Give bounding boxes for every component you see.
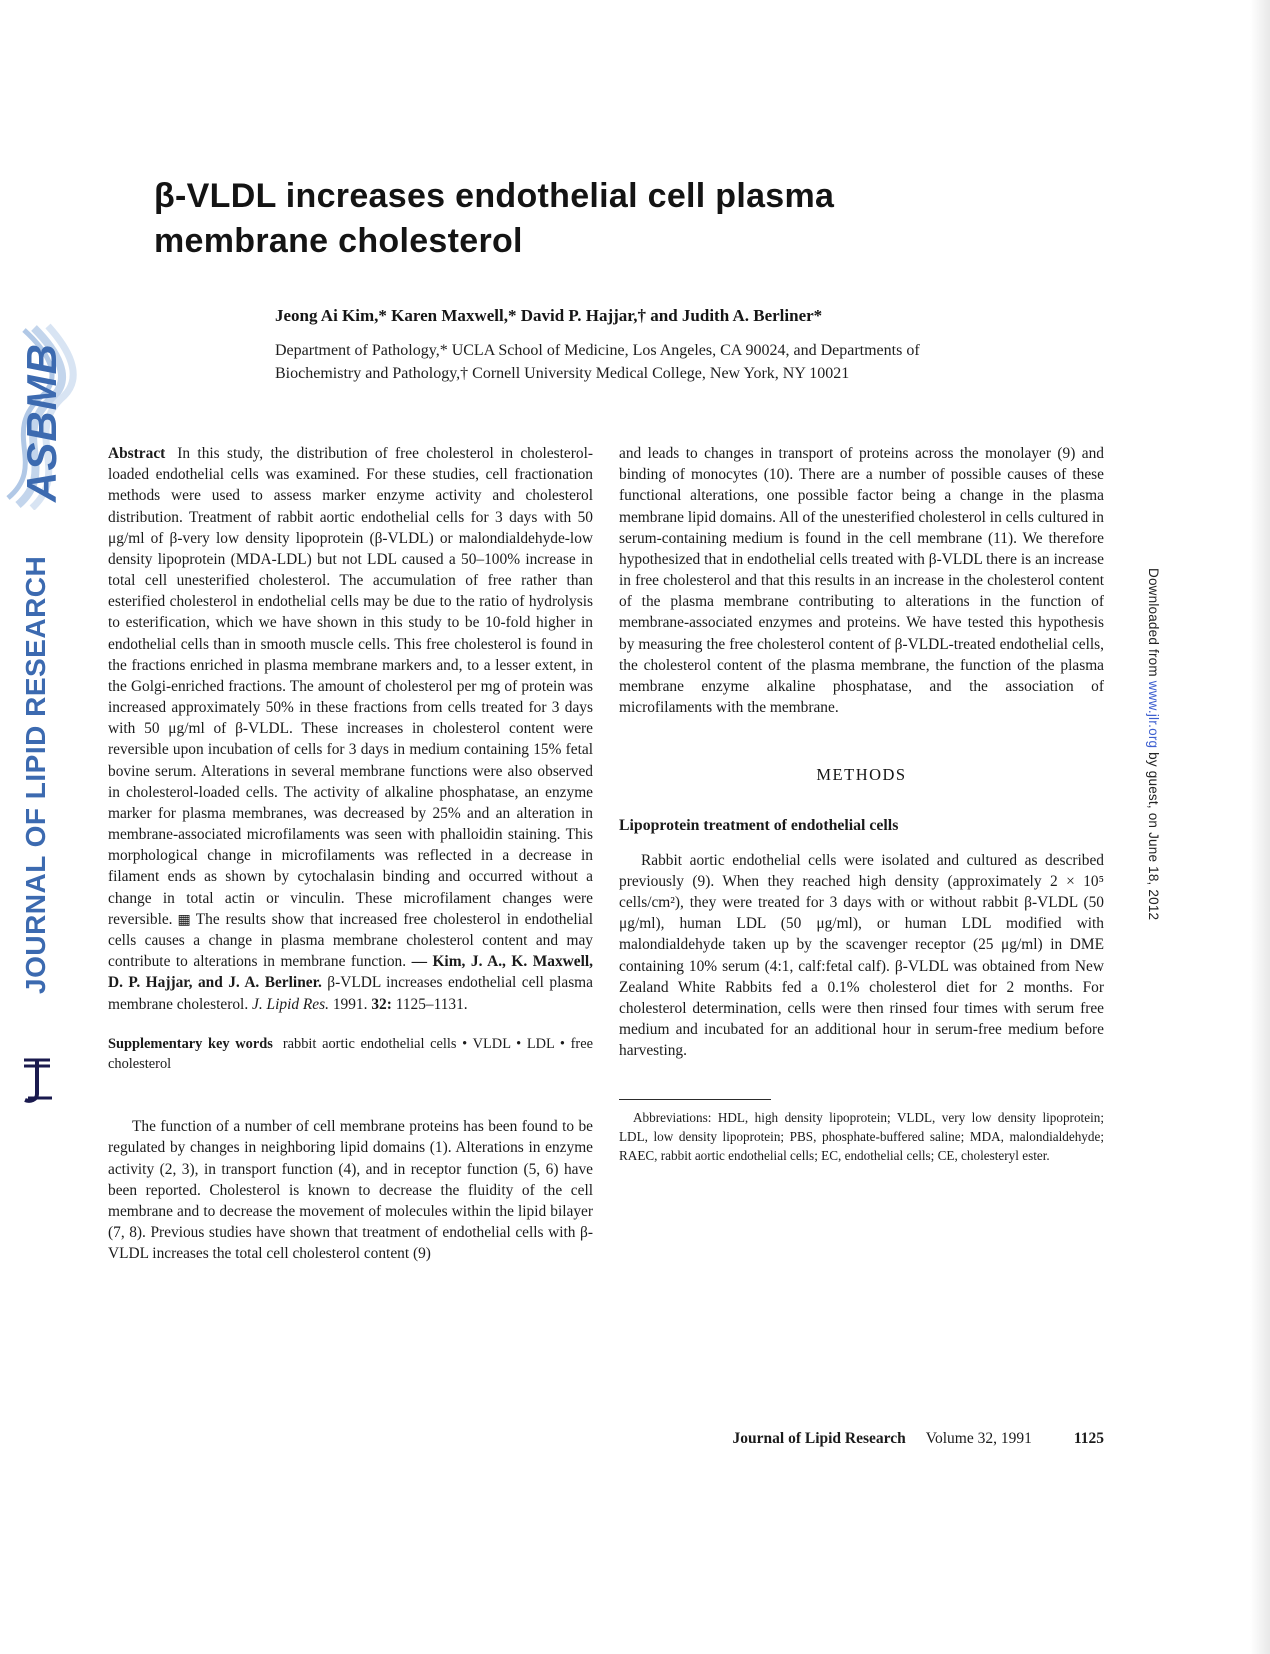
asbmb-logo bbox=[4, 320, 92, 510]
abstract-paragraph bbox=[108, 443, 593, 1015]
methods-heading: METHODS bbox=[816, 765, 907, 785]
abstract-citation-pages: 1125–1131. bbox=[391, 995, 468, 1013]
jlr-emblem-logo bbox=[16, 1054, 60, 1106]
abstract-citation-volume: 32: bbox=[371, 995, 392, 1013]
abstract-label: Abstract bbox=[108, 445, 166, 462]
left-column bbox=[108, 443, 593, 1265]
watermark-prefix: Downloaded from bbox=[1146, 568, 1161, 681]
abstract-citation-authors: — Kim, J. A., K. Maxwell, D. P. Hajjar, and J. A. Berliner. bbox=[108, 953, 593, 992]
abbreviations-footnote: Abbreviations: HDL, high density lipoprotein; VLDL, very low density lipoprotein; LDL, low density lipoprotein; PBS, phosphate-buffered saline; MDA, malondialdehyde; RAEC, rabbit aortic endothelial cells; EC, endothelial cells; CE, cholesteryl ester. bbox=[619, 1110, 1104, 1163]
footnote-separator bbox=[619, 1099, 771, 1100]
watermark-suffix: by guest, on June 18, 2012 bbox=[1146, 748, 1161, 921]
scan-edge-shadow bbox=[1250, 0, 1270, 1654]
asbmb-logo-text: ASBMB bbox=[18, 343, 65, 502]
methods-paragraph: Rabbit aortic endothelial cells were isolated and cultured as described previously (9). When they reached high density (approximately 2 × 10⁵ cells/cm²), they were treated for 3 days with or without rabbit β-VLDL (50 μg/ml), human LDL (50 μg/ml), or human LDL modified with malondialdehyde taken up by the scavenger receptor (25 μg/ml) in DME containing 10% serum (4:1, calf:fetal calf). β-VLDL was obtained from New Zealand White Rabbits fed a 0.1% cholesterol diet for 2 months. For cholesterol determination, cells were then rinsed four times with serum free medium and incubated for an additional hour in serum-free medium before harvesting. bbox=[619, 851, 1104, 1060]
affiliation-block bbox=[275, 340, 1035, 385]
download-watermark bbox=[1146, 568, 1161, 920]
footer-journal-name: Journal of Lipid Research bbox=[732, 1430, 906, 1447]
body-paragraph-1: and leads to changes in transport of proteins across the monolayer (9) and binding of monocytes (10). There are a number of possible causes of these functional alterations, one possible factor being a change in the plasma membrane lipid domains. All of the unesterified cholesterol in cells cultured in serum-containing medium is found in the cell membrane (11). We therefore hypothesized that in endothelial cells treated with β-VLDL there is an increase in free cholesterol and that this results in an increase in the cholesterol content of the plasma membrane contributing to alterations in the function of membrane-associated enzymes and proteins. We have tested this hypothesis by measuring the free cholesterol content of β-VLDL-treated endothelial cells, the cholesterol content of the plasma membrane, the function of the plasma membrane enzyme alkaline phosphatase, and the association of microfilaments with the membrane. bbox=[619, 445, 1104, 717]
jlr-mark-icon: ▦ bbox=[177, 912, 191, 928]
abstract-body: In this study, the distribution of free cholesterol in cholesterol-loaded endothelial cells was examined. For these studies, cell fractionation methods were used to assess marker enzyme activity and cholesterol distribution. Treatment of rabbit aortic endothelial cells for 3 days with 50 μg/ml of β-very low density lipoprotein (β-VLDL) or malondialdehyde-low density lipoprotein (MDA-LDL) but not LDL caused a 50–100% increase in total cell unesterified cholesterol. The accumulation of free rather than esterified cholesterol in endothelial cells may be due to the ratio of hydrolysis to esterification, which we have shown in this study to be 10-fold higher in endothelial cells than in smooth muscle cells. This free cholesterol is found in the fractions enriched in plasma membrane markers and, to a lesser extent, in the Golgi-enriched fractions. The amount of cholesterol per mg of protein was increased approximately 50% in these fractions from cells treated for 3 days with 50 μg/ml of β-VLDL. These increases in cholesterol content were reversible upon incubation of cells for 3 days in medium containing 15% fetal bovine serum. Alterations in several membrane functions were also observed in cholesterol-loaded cells. The activity of alkaline phosphatase, an enzyme marker for plasma membranes, was decreased by 25% and an alteration in membrane-associated microfilaments was seen with phalloidin staining. This morphological change in microfilaments was reflected in a decrease in filament ends as shown by cytochalasin binding and occurred without a change in total actin or vinculin. These microfilament changes were reversible. bbox=[108, 445, 593, 928]
article-body bbox=[108, 443, 1104, 1265]
page-footer bbox=[618, 1430, 1104, 1448]
journal-name-vertical: JOURNAL OF LIPID RESEARCH bbox=[20, 555, 51, 994]
affiliation-line-1: Department of Pathology,* UCLA School of Medicine, Los Angeles, CA 90024, and Departments of bbox=[275, 342, 920, 359]
abstract-citation-journal: J. Lipid Res. bbox=[252, 995, 329, 1013]
intro-paragraph: The function of a number of cell membrane proteins has been found to be regulated by changes in neighboring lipid domains (1). Alterations in enzyme activity (2, 3), in transport function (4), and in receptor function (5, 6) have been reported. Cholesterol is known to decrease the fluidity of the cell membrane and to decrease the movement of molecules within the lipid bilayer (7, 8). Previous studies have shown that treatment of endothelial cells with β-VLDL increases the total cell cholesterol content (9) bbox=[108, 1118, 593, 1263]
footer-volume: Volume 32, 1991 bbox=[925, 1430, 1032, 1447]
abstract-results: The results show that increased free cholesterol in endothelial cells causes a change in plasma membrane cholesterol content and may contribute to alterations in membrane function. bbox=[108, 910, 593, 971]
supplementary-keywords bbox=[108, 1035, 593, 1075]
author-line: Jeong Ai Kim,* Karen Maxwell,* David P. Hajjar,† and Judith A. Berliner* bbox=[275, 306, 823, 325]
right-column bbox=[619, 443, 1104, 1265]
abstract-citation-title: β-VLDL increases endothelial cell plasma membrane cholesterol. bbox=[108, 974, 593, 1013]
article-title: β-VLDL increases endothelial cell plasma membrane cholesterol bbox=[154, 177, 835, 260]
affiliation-line-2: Biochemistry and Pathology,† Cornell University Medical College, New York, NY 10021 bbox=[275, 364, 850, 382]
footer-page-number: 1125 bbox=[1073, 1430, 1104, 1447]
keywords-label: Supplementary key words bbox=[108, 1035, 273, 1052]
keywords-text: rabbit aortic endothelial cells • VLDL • LDL • free cholesterol bbox=[108, 1035, 593, 1072]
jlr-org-link[interactable]: www.jlr.org bbox=[1146, 680, 1161, 749]
jlr-emblem-graphic bbox=[16, 1054, 60, 1106]
abstract-citation-year: 1991. bbox=[328, 995, 372, 1013]
methods-subheading: Lipoprotein treatment of endothelial cells bbox=[619, 816, 899, 834]
